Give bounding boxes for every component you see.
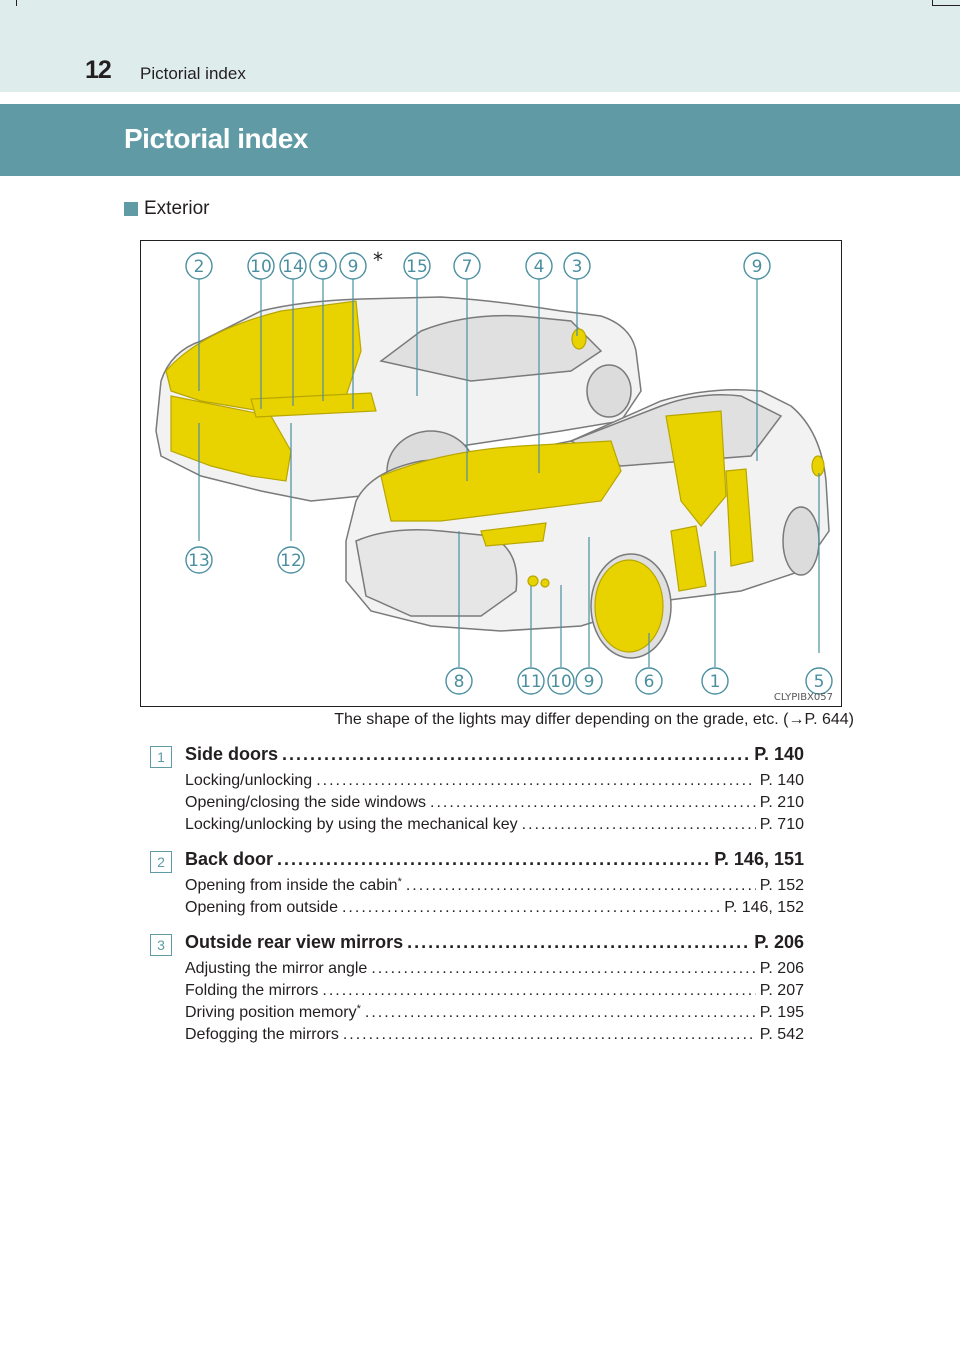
subitem-page-ref: P. 152 bbox=[759, 877, 804, 894]
leader-dots bbox=[277, 849, 710, 870]
entry-subitem-row[interactable] bbox=[185, 772, 804, 794]
callout-4 bbox=[526, 253, 552, 279]
subitem-label: Locking/unlocking by using the mechanical key bbox=[185, 816, 518, 833]
subitem-label: Folding the mirrors bbox=[185, 982, 319, 999]
callout-13 bbox=[186, 547, 212, 573]
figure-caption: The shape of the lights may differ depending on the grade, etc. (→P. 644) bbox=[334, 711, 854, 728]
svg-text:4: 4 bbox=[533, 257, 545, 277]
index-entry bbox=[150, 744, 804, 838]
callout-10 bbox=[248, 253, 274, 279]
svg-text:11: 11 bbox=[520, 672, 542, 692]
svg-text:3: 3 bbox=[571, 257, 583, 277]
callout-1 bbox=[702, 668, 728, 694]
subitem-page-ref: P. 146, 152 bbox=[724, 899, 804, 916]
callout-3 bbox=[564, 253, 590, 279]
entry-title-row[interactable] bbox=[185, 744, 804, 772]
leader-dots bbox=[522, 816, 756, 834]
leader-dots bbox=[407, 932, 750, 953]
callout-10 bbox=[548, 668, 574, 694]
entry-title: Outside rear view mirrors bbox=[185, 932, 404, 952]
subitem-label: Locking/unlocking bbox=[185, 772, 313, 789]
subitem-page-ref: P. 542 bbox=[759, 1026, 804, 1043]
section-heading-label: Exterior bbox=[144, 198, 210, 219]
leader-dots bbox=[371, 960, 755, 978]
svg-text:9: 9 bbox=[347, 257, 359, 277]
svg-text:9: 9 bbox=[751, 257, 763, 277]
vehicle-illustration bbox=[141, 241, 842, 707]
asterisk-mark: * bbox=[356, 1003, 361, 1015]
crop-mark bbox=[16, 0, 17, 6]
leader-dots bbox=[316, 772, 756, 790]
entry-title-row[interactable] bbox=[185, 932, 804, 960]
section-square-icon bbox=[124, 202, 138, 216]
page-number: 12 bbox=[85, 56, 111, 84]
callout-5 bbox=[806, 668, 832, 694]
entry-page-ref: P. 206 bbox=[754, 932, 804, 952]
callout-7 bbox=[454, 253, 480, 279]
svg-text:10: 10 bbox=[550, 672, 572, 692]
entry-subitem-row[interactable] bbox=[185, 877, 804, 899]
svg-text:7: 7 bbox=[461, 257, 473, 277]
subitem-label: Driving position memory* bbox=[185, 1003, 361, 1021]
entry-subitem-row[interactable] bbox=[185, 1004, 804, 1026]
running-title: Pictorial index bbox=[140, 64, 246, 83]
entry-number-badge: 1 bbox=[150, 746, 172, 768]
entry-subitem-row[interactable] bbox=[185, 982, 804, 1004]
svg-text:6: 6 bbox=[643, 672, 655, 692]
callout-11 bbox=[518, 668, 544, 694]
svg-text:14: 14 bbox=[282, 257, 304, 277]
svg-text:9: 9 bbox=[583, 672, 595, 692]
entry-number-badge: 3 bbox=[150, 934, 172, 956]
entry-page-ref: P. 146, 151 bbox=[714, 849, 804, 869]
subitem-page-ref: P. 140 bbox=[759, 772, 804, 789]
entry-title: Back door bbox=[185, 849, 274, 869]
svg-text:1: 1 bbox=[709, 672, 721, 692]
entry-page-ref: P. 140 bbox=[754, 744, 804, 764]
asterisk-mark: * bbox=[373, 248, 383, 272]
callout-8 bbox=[446, 668, 472, 694]
subitem-label: Opening from outside bbox=[185, 899, 338, 916]
entry-subitem-row[interactable] bbox=[185, 960, 804, 982]
callout-9 bbox=[744, 253, 770, 279]
entry-number-badge: 2 bbox=[150, 851, 172, 873]
page-title: Pictorial index bbox=[124, 123, 308, 154]
figure-code: CLYPIBX057 bbox=[773, 692, 833, 703]
subitem-page-ref: P. 710 bbox=[759, 816, 804, 833]
subitem-page-ref: P. 210 bbox=[759, 794, 804, 811]
subitem-label: Opening/closing the side windows bbox=[185, 794, 427, 811]
entry-subitem-row[interactable] bbox=[185, 794, 804, 816]
leader-dots bbox=[406, 877, 756, 895]
svg-text:12: 12 bbox=[280, 551, 302, 571]
callout-9 bbox=[310, 253, 336, 279]
entry-subitem-row[interactable] bbox=[185, 899, 804, 921]
subitem-page-ref: P. 195 bbox=[759, 1004, 804, 1021]
svg-text:8: 8 bbox=[453, 672, 465, 692]
entry-subitem-row[interactable] bbox=[185, 1026, 804, 1048]
leader-dots bbox=[342, 899, 720, 917]
leader-dots bbox=[365, 1004, 756, 1022]
leader-dots bbox=[343, 1026, 756, 1044]
leader-dots bbox=[322, 982, 755, 1000]
exterior-figure bbox=[140, 240, 842, 707]
crop-mark bbox=[932, 5, 960, 6]
svg-text:15: 15 bbox=[406, 257, 428, 277]
subitem-label: Opening from inside the cabin* bbox=[185, 876, 402, 894]
entry-title-row[interactable] bbox=[185, 849, 804, 877]
callout-15 bbox=[404, 253, 430, 279]
callout-9 bbox=[576, 668, 602, 694]
callout-12 bbox=[278, 547, 304, 573]
callout-6 bbox=[636, 668, 662, 694]
title-bar bbox=[0, 104, 960, 176]
subitem-page-ref: P. 207 bbox=[759, 982, 804, 999]
entry-title: Side doors bbox=[185, 744, 279, 764]
svg-text:10: 10 bbox=[250, 257, 272, 277]
index-entry bbox=[150, 849, 804, 921]
leader-dots bbox=[430, 794, 756, 812]
callout-9 bbox=[340, 253, 366, 279]
callout-14 bbox=[280, 253, 306, 279]
index-entries bbox=[150, 744, 804, 1059]
leader-dots bbox=[282, 744, 750, 765]
svg-text:5: 5 bbox=[813, 672, 825, 692]
subitem-label: Defogging the mirrors bbox=[185, 1026, 339, 1043]
section-heading bbox=[124, 197, 209, 221]
entry-subitem-row[interactable] bbox=[185, 816, 804, 838]
callout-2 bbox=[186, 253, 212, 279]
svg-text:9: 9 bbox=[317, 257, 329, 277]
index-entry bbox=[150, 932, 804, 1048]
subitem-label: Adjusting the mirror angle bbox=[185, 960, 368, 977]
subitem-page-ref: P. 206 bbox=[759, 960, 804, 977]
asterisk-mark: * bbox=[397, 876, 402, 888]
svg-text:2: 2 bbox=[193, 257, 205, 277]
svg-text:13: 13 bbox=[188, 551, 210, 571]
